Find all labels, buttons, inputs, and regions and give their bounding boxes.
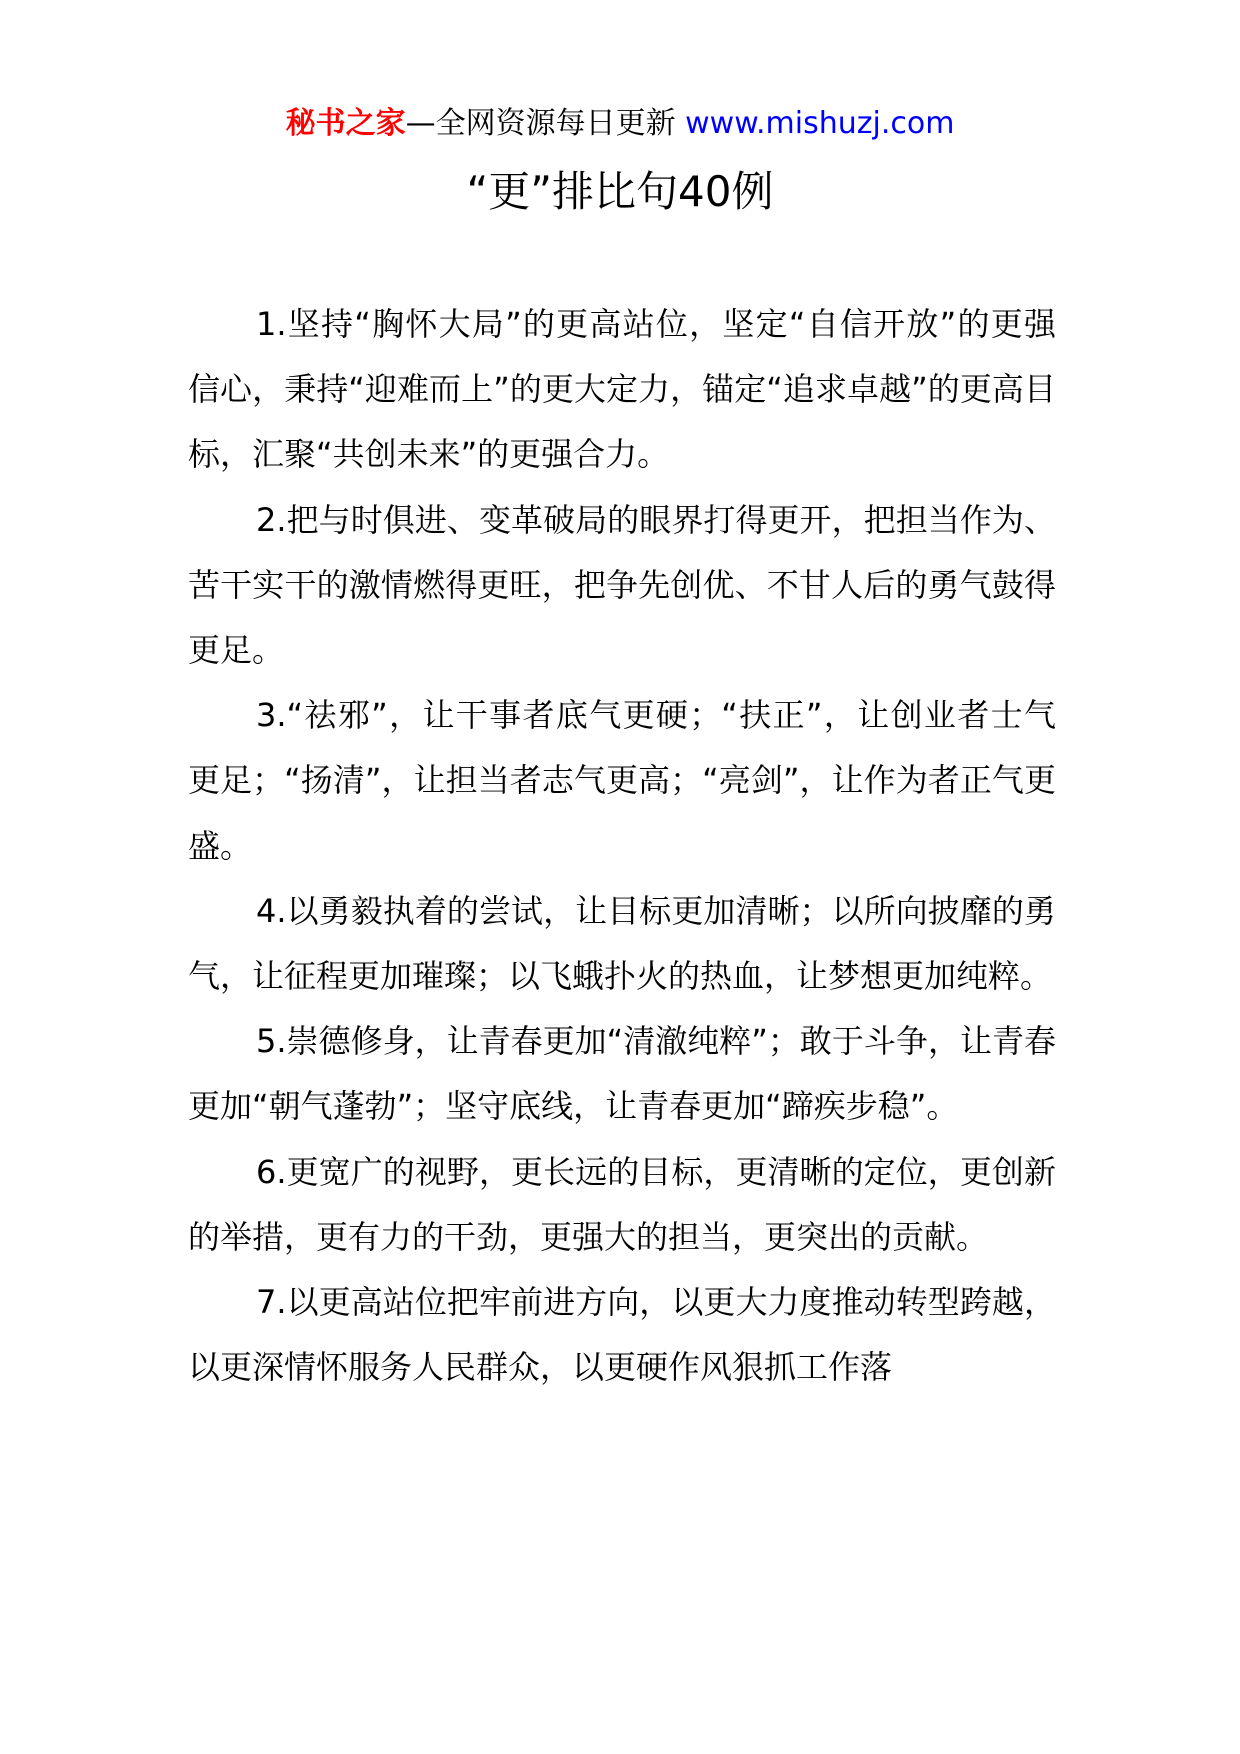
paragraph-4: 4.以勇毅执着的尝试，让目标更加清晰；以所向披靡的勇气，让征程更加璀璨；以飞蛾扑火的热血，让梦想更加纯粹。 [188, 891, 1056, 996]
brand-name: 秘书之家 [285, 106, 406, 141]
paragraph-5: 5.崇德修身，让青春更加“清澈纯粹”；敢于斗争，让青春更加“朝气蓬勃”；坚守底线，让青春更加“蹄疾步稳”。 [188, 1022, 1056, 1126]
paragraph-1: 1.坚持“胸怀大局”的更高站位，坚定“自信开放”的更强信心，秉持“迎难而上”的更大定力，锚定“追求卓越”的更高目标，汇聚“共创未来”的更强合力。 [188, 305, 1056, 474]
site-url-link[interactable]: www.mishuzj.com [685, 106, 955, 141]
header-tagline: —全网资源每日更新 [405, 106, 686, 141]
document-body [188, 292, 1056, 1400]
paragraph-2: 2.把与时俱进、变革破局的眼界打得更开，把担当作为、苦干实干的激情燃得更旺，把争先创优、不甘人后的勇气鼓得更足。 [188, 500, 1056, 670]
paragraph-7: 7.以更高站位把牢前进方向，以更大力度推动转型跨越，以更深情怀服务人民群众，以更硬作风狠抓工作落 [188, 1283, 1056, 1387]
document-title: “更”排比句40例 [466, 167, 774, 216]
paragraph-3: 3.“祛邪”，让干事者底气更硬；“扶正”，让创业者士气更足；“扬清”，让担当者志气更高；“亮剑”，让作为者正气更盛。 [188, 696, 1056, 865]
paragraph-6: 6.更宽广的视野，更长远的目标，更清晰的定位，更创新的举措，更有力的干劲，更强大的担当，更突出的贡献。 [188, 1152, 1056, 1256]
page-header [0, 104, 1240, 144]
